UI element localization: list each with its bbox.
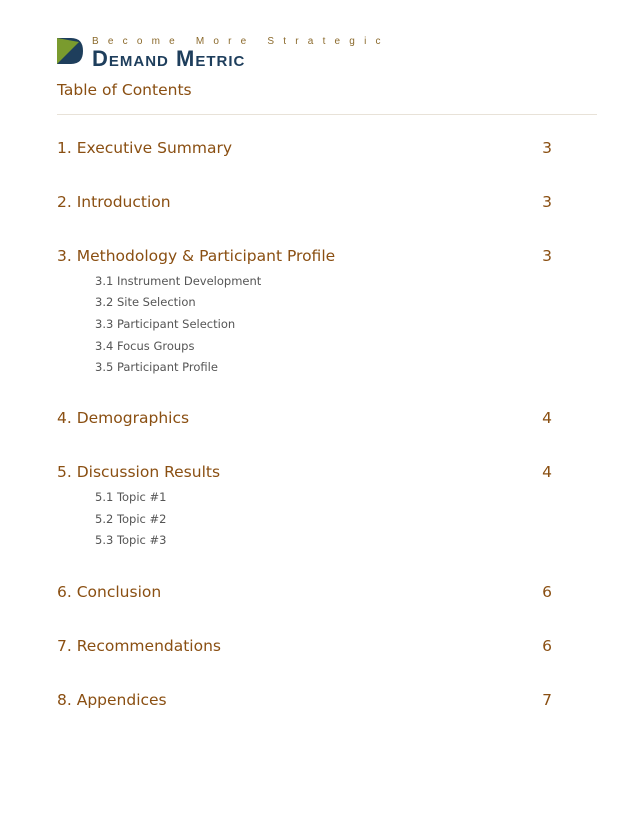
logo-tagline: Become More Strategic — [92, 36, 390, 47]
toc-sub-focus-groups[interactable]: 3.4 Focus Groups — [95, 339, 195, 353]
toc-title: Table of Contents — [57, 81, 192, 99]
toc-entry-page: 3 — [542, 247, 552, 265]
toc-entry-discussion-results[interactable] — [57, 463, 552, 485]
toc-entry-introduction[interactable] — [57, 193, 552, 215]
toc-entry-page: 6 — [542, 583, 552, 601]
toc-entry-label: 1. Executive Summary — [57, 139, 233, 157]
toc-sub-topic-2[interactable]: 5.2 Topic #2 — [95, 512, 167, 526]
toc-entry-page: 4 — [542, 463, 552, 481]
toc-entry-recommendations[interactable] — [57, 637, 552, 659]
toc-entry-page: 7 — [542, 691, 552, 709]
toc-entry-label: 8. Appendices — [57, 691, 167, 709]
toc-sub-instrument-development[interactable]: 3.1 Instrument Development — [95, 274, 262, 288]
logo-brand-name: Demand Metric — [92, 46, 246, 71]
toc-entry-label: 7. Recommendations — [57, 637, 221, 655]
toc-entry-page: 6 — [542, 637, 552, 655]
toc-entry-page: 3 — [542, 139, 552, 157]
toc-entry-label: 5. Discussion Results — [57, 463, 221, 481]
toc-entry-label: 4. Demographics — [57, 409, 190, 427]
toc-entry-executive-summary[interactable] — [57, 139, 552, 161]
demand-metric-logo — [55, 36, 390, 71]
toc-entry-label: 2. Introduction — [57, 193, 171, 211]
toc-entry-label: 6. Conclusion — [57, 583, 162, 601]
logo-mark-icon — [55, 36, 85, 66]
toc-entry-label: 3. Methodology & Participant Profile — [57, 247, 336, 265]
toc-sub-participant-profile[interactable]: 3.5 Participant Profile — [95, 360, 218, 374]
toc-entry-page: 3 — [542, 193, 552, 211]
toc-entry-demographics[interactable] — [57, 409, 552, 431]
toc-sub-topic-3[interactable]: 5.3 Topic #3 — [95, 533, 167, 547]
toc-entry-page: 4 — [542, 409, 552, 427]
toc-sub-topic-1[interactable]: 5.1 Topic #1 — [95, 490, 167, 504]
toc-entry-conclusion[interactable] — [57, 583, 552, 605]
toc-sub-site-selection[interactable]: 3.2 Site Selection — [95, 295, 196, 309]
toc-entry-appendices[interactable] — [57, 691, 552, 713]
toc-entry-methodology[interactable] — [57, 247, 552, 269]
toc-sub-participant-selection[interactable]: 3.3 Participant Selection — [95, 317, 236, 331]
title-divider — [57, 114, 597, 115]
